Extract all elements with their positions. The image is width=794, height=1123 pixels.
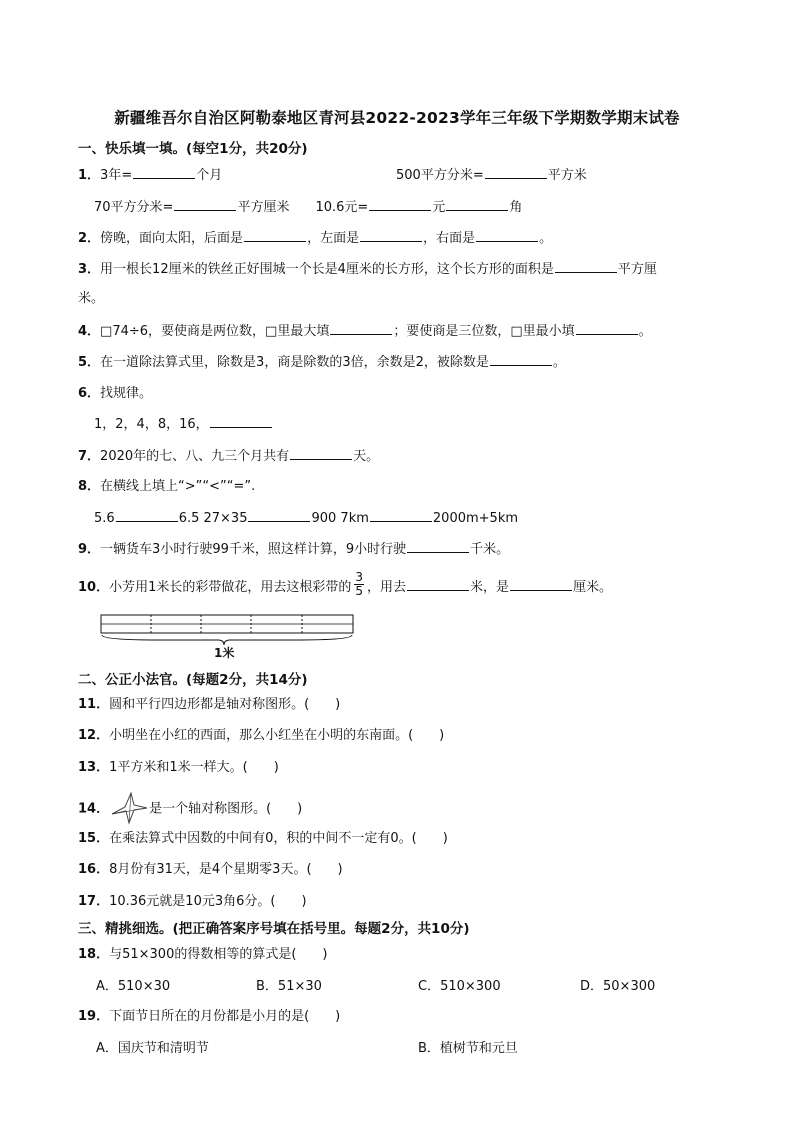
question-1-row-1b: [396, 165, 587, 186]
question-text: ，左面是: [307, 231, 360, 246]
question-text: 圆和平行四边形都是轴对称图形。( ): [109, 697, 341, 712]
question-text: 1平方米和1米一样大。( ): [109, 760, 279, 775]
question-number: 7．: [78, 449, 101, 464]
question-text: 小明坐在小红的西面，那么小红坐在小明的东南面。( ): [109, 728, 445, 743]
answer-blank[interactable]: [133, 165, 195, 179]
question-number: 4．: [78, 324, 101, 339]
question-7: [78, 446, 379, 467]
question-text: 5.6: [94, 511, 115, 526]
question-number: 18．: [78, 947, 110, 962]
question-text: ；要使商是三位数，□里最小填: [393, 324, 575, 339]
fraction-denominator: 5: [355, 584, 364, 598]
answer-blank[interactable]: [370, 508, 432, 522]
answer-blank[interactable]: [244, 228, 306, 242]
question-text: ，用去: [367, 580, 407, 595]
answer-blank[interactable]: [360, 228, 422, 242]
question-text: 6.5 27×35: [178, 511, 248, 526]
option-a[interactable]: A．510×30: [96, 979, 171, 994]
question-number: 8．: [78, 479, 101, 494]
question-number: 5．: [78, 355, 101, 370]
answer-blank[interactable]: [446, 197, 508, 211]
question-1-row-2: [94, 197, 522, 218]
question-8-comparisons: [94, 508, 518, 529]
question-number: 9．: [78, 542, 101, 557]
question-text: 与51×300的得数相等的算式是( ): [109, 947, 328, 962]
answer-blank[interactable]: [490, 352, 552, 366]
question-13: [78, 758, 279, 778]
question-text: 傍晚，面向太阳，后面是: [100, 231, 244, 246]
question-text: 用一根长12厘米的铁丝正好围城一个长是4厘米的长方形，这个长方形的面积是: [100, 262, 554, 277]
answer-blank[interactable]: [369, 197, 431, 211]
question-1-row-1: [78, 165, 222, 186]
question-number: 3．: [78, 262, 101, 277]
question-number: 12．: [78, 728, 110, 743]
star-shape-icon: [109, 792, 149, 824]
section-1-heading: 一、快乐填一填。(每空1分，共20分): [78, 141, 308, 157]
question-text: 小芳用1米长的彩带做花，用去这根彩带的: [109, 580, 352, 595]
question-number: 13．: [78, 760, 110, 775]
ribbon-length-label: 1米: [214, 646, 235, 660]
question-text: 10.6元=: [315, 200, 369, 215]
page-title: 新疆维吾尔自治区阿勒泰地区青河县2022-2023学年三年级下学期数学期末试卷: [114, 109, 680, 127]
question-text: 70平方分米=: [94, 200, 174, 215]
option-b[interactable]: B．51×30: [256, 979, 322, 994]
question-text: 。: [638, 324, 652, 339]
question-3: [78, 259, 657, 280]
question-14: [78, 793, 302, 825]
question-text: 下面节日所在的月份都是小月的是( ): [109, 1009, 341, 1024]
fraction-numerator: 3: [355, 570, 364, 584]
answer-blank[interactable]: [290, 446, 352, 460]
question-2: [78, 228, 552, 249]
question-text: 。: [539, 231, 553, 246]
question-18: [78, 945, 328, 965]
question-17: [78, 892, 307, 912]
question-number: 6．: [78, 386, 101, 401]
answer-blank[interactable]: [330, 321, 392, 335]
question-text: 米，是: [470, 580, 510, 595]
question-number: 16．: [78, 862, 110, 877]
question-text: 厘米。: [573, 580, 613, 595]
question-text: 天。: [353, 449, 380, 464]
question-text: 是一个轴对称图形。( ): [149, 801, 303, 817]
answer-blank[interactable]: [174, 197, 236, 211]
question-text: 2020年的七、八、九三个月共有: [100, 449, 290, 464]
question-text: 在乘法算式中因数的中间有0，积的中间不一定有0。( ): [109, 831, 448, 846]
question-number: 17．: [78, 894, 110, 909]
question-text: 900 7km: [311, 511, 369, 526]
answer-blank[interactable]: [576, 321, 638, 335]
question-text: 个月: [196, 168, 223, 183]
question-number: 11．: [78, 697, 110, 712]
answer-blank[interactable]: [485, 165, 547, 179]
question-number: 15．: [78, 831, 110, 846]
answer-blank[interactable]: [476, 228, 538, 242]
question-text: □74÷6，要使商是两位数，□里最大填: [100, 324, 330, 339]
question-15: [78, 829, 448, 849]
option-b[interactable]: B．植树节和元旦: [418, 1041, 518, 1056]
question-number: 19．: [78, 1009, 110, 1024]
question-text: 角: [509, 200, 523, 215]
answer-blank[interactable]: [116, 508, 178, 522]
question-text: ，右面是: [423, 231, 476, 246]
section-3-heading: 三、精挑细选。(把正确答案序号填在括号里。每题2分，共10分): [78, 921, 470, 937]
question-5: [78, 352, 566, 373]
question-text: 平方米: [547, 168, 587, 183]
question-text: 在一道除法算式里，除数是3，商是除数的3倍，余数是2，被除数是: [100, 355, 489, 370]
question-text: 3年=: [100, 168, 133, 183]
question-text: 一辆货车3小时行驶99千米，照这样计算，9小时行驶: [100, 542, 407, 557]
question-16: [78, 860, 343, 880]
question-text: 2000m+5km: [432, 511, 519, 526]
question-text: 。: [552, 355, 566, 370]
section-2-heading: 二、公正小法官。(每题2分，共14分): [78, 672, 308, 688]
question-text: 10.36元就是10元3角6分。( ): [109, 894, 307, 909]
question-text: 500平方分米=: [396, 168, 484, 183]
question-3-continued: 米。: [78, 291, 105, 306]
question-6-sequence: [94, 414, 273, 435]
question-text: 平方厘: [617, 262, 657, 277]
fraction: [354, 571, 364, 598]
question-8: [78, 477, 255, 497]
question-19: [78, 1007, 340, 1027]
question-number: 1．: [78, 168, 101, 183]
question-text: 找规律。: [100, 386, 153, 401]
question-text: 8月份有31天，是4个星期零3天。( ): [109, 862, 343, 877]
answer-blank[interactable]: [248, 508, 310, 522]
option-c[interactable]: C．510×300: [418, 979, 501, 994]
answer-blank[interactable]: [555, 259, 617, 273]
question-text: 1，2，4，8，16，: [94, 417, 209, 432]
option-a[interactable]: A．国庆节和清明节: [96, 1041, 209, 1056]
answer-blank[interactable]: [210, 414, 272, 428]
question-text: 元: [432, 200, 446, 215]
question-text: 千米。: [470, 542, 510, 557]
question-11: [78, 695, 340, 715]
question-4: [78, 321, 652, 342]
answer-blank[interactable]: [510, 577, 572, 591]
question-text: 平方厘米: [237, 200, 290, 215]
question-number: 14．: [78, 801, 110, 817]
question-number: 2．: [78, 231, 101, 246]
answer-blank[interactable]: [407, 577, 469, 591]
question-12: [78, 726, 444, 746]
question-9: [78, 539, 509, 560]
question-10: [78, 570, 613, 601]
question-6: [78, 384, 152, 404]
question-text: 在横线上填上“>”“<”“=”.: [100, 479, 256, 494]
ribbon-diagram: [100, 614, 356, 666]
question-number: 10．: [78, 580, 110, 595]
answer-blank[interactable]: [407, 539, 469, 553]
option-d[interactable]: D．50×300: [580, 979, 656, 994]
